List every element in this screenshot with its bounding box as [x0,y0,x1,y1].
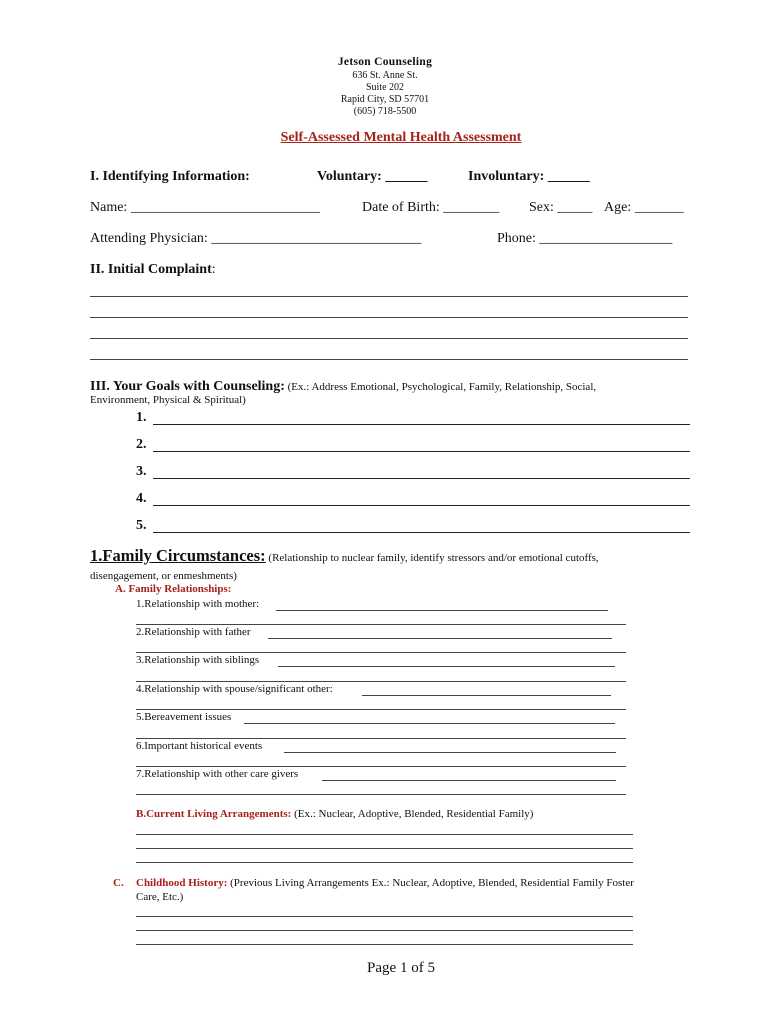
sex-field[interactable]: Sex: _____ [529,200,593,215]
goals-heading-text: III. Your Goals with Counseling: [90,379,285,394]
answer-line[interactable] [268,638,612,639]
childhood-history-title: Childhood History: [136,877,228,889]
goal-line[interactable] [153,532,690,533]
relationship-item: 7.Relationship with other care givers [136,768,299,780]
complaint-line[interactable] [90,338,688,339]
section-identifying-heading: I. Identifying Information: [90,169,250,184]
answer-line[interactable] [284,752,616,753]
relationship-item: 3.Relationship with siblings [136,654,260,666]
physician-field[interactable]: Attending Physician: ______________________________ [90,231,422,246]
answer-line[interactable] [136,794,626,795]
goal-number: 5. [136,518,147,533]
answer-line[interactable] [136,738,626,739]
childhood-history-heading [136,877,634,889]
section-goals-heading [90,377,596,395]
relationship-item: 6.Important historical events [136,740,263,752]
relationship-item: 5.Bereavement issues [136,711,232,723]
name-field[interactable]: Name: ___________________________ [90,200,320,215]
childhood-history-desc-2: Care, Etc.) [136,891,184,903]
answer-line[interactable] [136,681,626,682]
relationship-item: 1.Relationship with mother: [136,598,260,610]
document-title: Self-Assessed Mental Health Assessment [280,130,522,145]
complaint-line[interactable] [90,359,688,360]
goal-line[interactable] [153,505,690,506]
complaint-heading-colon: : [211,262,216,277]
complaint-line[interactable] [90,296,688,297]
answer-line[interactable] [136,944,633,945]
living-arrangements-heading [136,808,533,820]
goal-number: 3. [136,464,147,479]
answer-line[interactable] [136,862,633,863]
goal-number: 2. [136,437,147,452]
phone-field[interactable]: Phone: ___________________ [497,231,673,246]
answer-line[interactable] [136,834,633,835]
family-desc-1: (Relationship to nuclear family, identify stressors and/or emotional cutoffs, [265,552,599,564]
answer-line[interactable] [136,930,633,931]
answer-line[interactable] [136,652,626,653]
goal-line[interactable] [153,478,690,479]
goals-desc-1: (Ex.: Address Emotional, Psychological, Family, Relationship, Social, [284,381,597,393]
complaint-heading-text: II. Initial Complaint [90,262,212,277]
goal-line[interactable] [153,424,690,425]
living-arrangements-desc: (Ex.: Nuclear, Adoptive, Blended, Residential Family) [291,808,534,820]
answer-line[interactable] [362,695,611,696]
family-heading-text: 1.Family Circumstances: [90,546,266,565]
answer-line[interactable] [136,848,633,849]
involuntary-field[interactable]: Involuntary: ______ [468,169,590,184]
voluntary-field[interactable]: Voluntary: ______ [317,169,428,184]
answer-line[interactable] [276,610,608,611]
dob-field[interactable]: Date of Birth: ________ [362,200,500,215]
family-relationships-heading: A. Family Relationships: [115,583,232,595]
page-number: Page 1 of 5 [367,960,435,976]
section-family-heading [90,546,599,566]
answer-line[interactable] [244,723,615,724]
answer-line[interactable] [136,624,626,625]
goals-desc-2: Environment, Physical & Spiritual) [90,394,246,406]
answer-line[interactable] [136,916,633,917]
address-city: Rapid City, SD 57701 [340,94,430,105]
childhood-history-desc-1: (Previous Living Arrangements Ex.: Nuclear, Adoptive, Blended, Residential Family Foster [227,877,634,889]
answer-line[interactable] [322,780,616,781]
answer-line[interactable] [136,766,626,767]
address-line-1: 636 St. Anne St. [352,70,418,81]
age-field[interactable]: Age: _______ [604,200,684,215]
goal-number: 1. [136,410,147,425]
childhood-history-letter: C. [113,877,124,889]
goal-number: 4. [136,491,147,506]
family-desc-2: disengagement, or enmeshments) [90,570,237,582]
living-arrangements-title: B.Current Living Arrangements: [136,808,292,820]
org-name: Jetson Counseling [337,56,433,68]
answer-line[interactable] [136,709,626,710]
complaint-line[interactable] [90,317,688,318]
org-phone: (605) 718-5500 [353,106,417,117]
answer-line[interactable] [278,666,615,667]
address-line-2: Suite 202 [365,82,405,93]
relationship-item: 4.Relationship with spouse/significant other: [136,683,333,695]
relationship-item: 2.Relationship with father [136,626,251,638]
goal-line[interactable] [153,451,690,452]
section-complaint-heading [90,262,216,278]
